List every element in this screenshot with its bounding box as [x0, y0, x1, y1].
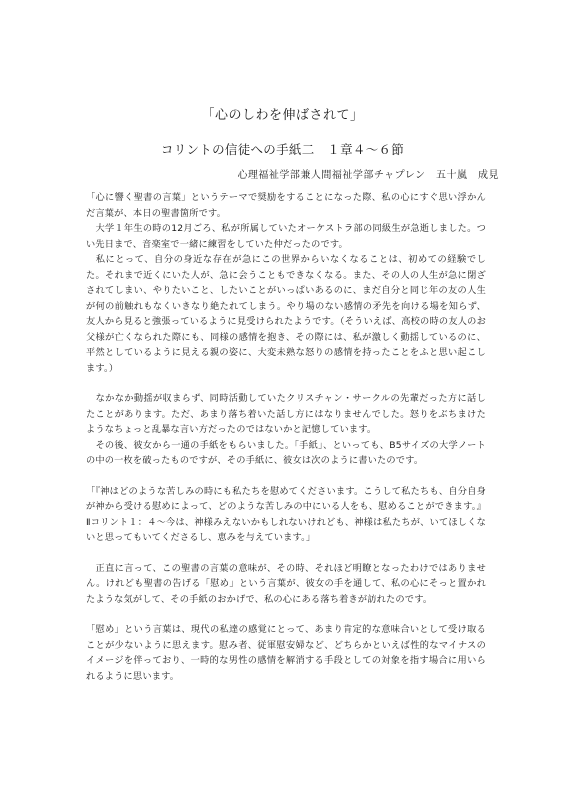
paragraph-quote: 「『神はどのような苦しみの時にも私たちを慰めてくださいます。こうして私たちも、自分自身が神から受ける慰めによって、どのような苦しみの中にいる人をも、慰めることができます。』Ⅱコリント１：４〜今は、神様みえないかもしれないけれども、神様は私たちが、いてほしくないと思ってもいてくださるし、恵みを与えています。」 [86, 485, 486, 543]
paragraph-first-experience: 私にとって、自分の身近な存在が急にこの世界からいなくなることは、初めての経験でした。それまで近くにいた人が、急に会うこともできなくなる。また、その人の人生が急に閉ざされてしまい、やりたいこと、したいことがいっぱいあるのに、まだ自分と同じ年の友の人生が何の前触れもなくいきなり絶たれてしまう。やり場のない感情の矛先を向ける場を知らず、友人から見ると強張っているように見受けられたようです。（そういえば、高校の時の友人のお父様が亡くなられた際にも、同様の感情を抱き、その際には、私が激しく動揺しているのに、平然としているように見える親の姿に、大変未熟な怒りの感情を持ったことをふと思い起こします。） [86, 254, 486, 374]
paragraph-letter: その後、彼女から一通の手紙をもらいました。「手紙」、といっても、B5サイズの大学ノートの中の一枚を破ったものですが、その手紙に、彼女は次のように書いたのです。 [86, 439, 486, 466]
author-line: 心理福祉学部兼人間福祉学部チャプレン 五十嵐 成見 [237, 170, 499, 181]
paragraph-senior: なかなか動揺が収まらず、同時活動していたクリスチャン・サークルの先輩だった方に話したことがあります。ただ、あまり落ち着いた話し方にはなりませんでした。怒りをぶちまけたようなちょっと乱暴な言い方だったのではないかと記憶しています。 [86, 393, 486, 435]
paragraph-intro: 「心に響く聖書の言葉」というテーマで奨励をすることになった際、私の心にすぐ思い浮かんだ言葉が、本日の聖書箇所です。 [86, 192, 486, 219]
scripture-reference: コリントの信徒への手紙二 １章４〜６節 [160, 142, 405, 157]
paragraph-first-year: 大学１年生の時の12月ごろ、私が所属していたオーケストラ部の同級生が急逝しました。つい先日まで、音楽室で一緒に練習をしていた仲だったのです。 [86, 223, 486, 250]
paragraph-meaning: 正直に言って、この聖書の言葉の意味が、その時、それほど明瞭となったわけではありません。けれども聖書の告げる「慰め」という言葉が、彼女の手を通して、私の心にそっと置かれたような気がして、その手紙のおかげで、私の心にある落ち着きが訪れたのです。 [86, 562, 486, 605]
document-title: 「心のしわを伸ばされて」 [201, 108, 364, 123]
document-body [86, 190, 486, 684]
paragraph-consolation: 「慰め」という言葉は、現代の私達の感覚にとって、あまり肯定的な意味合いとして受け取ることが少ないように思えます。慰み者、従軍慰安婦など、どちらかといえば性的なマイナスのイメージを伴っており、一時的な男性の感情を解消する手段としての対象を指す場合に用いられるように思います。 [86, 624, 486, 682]
